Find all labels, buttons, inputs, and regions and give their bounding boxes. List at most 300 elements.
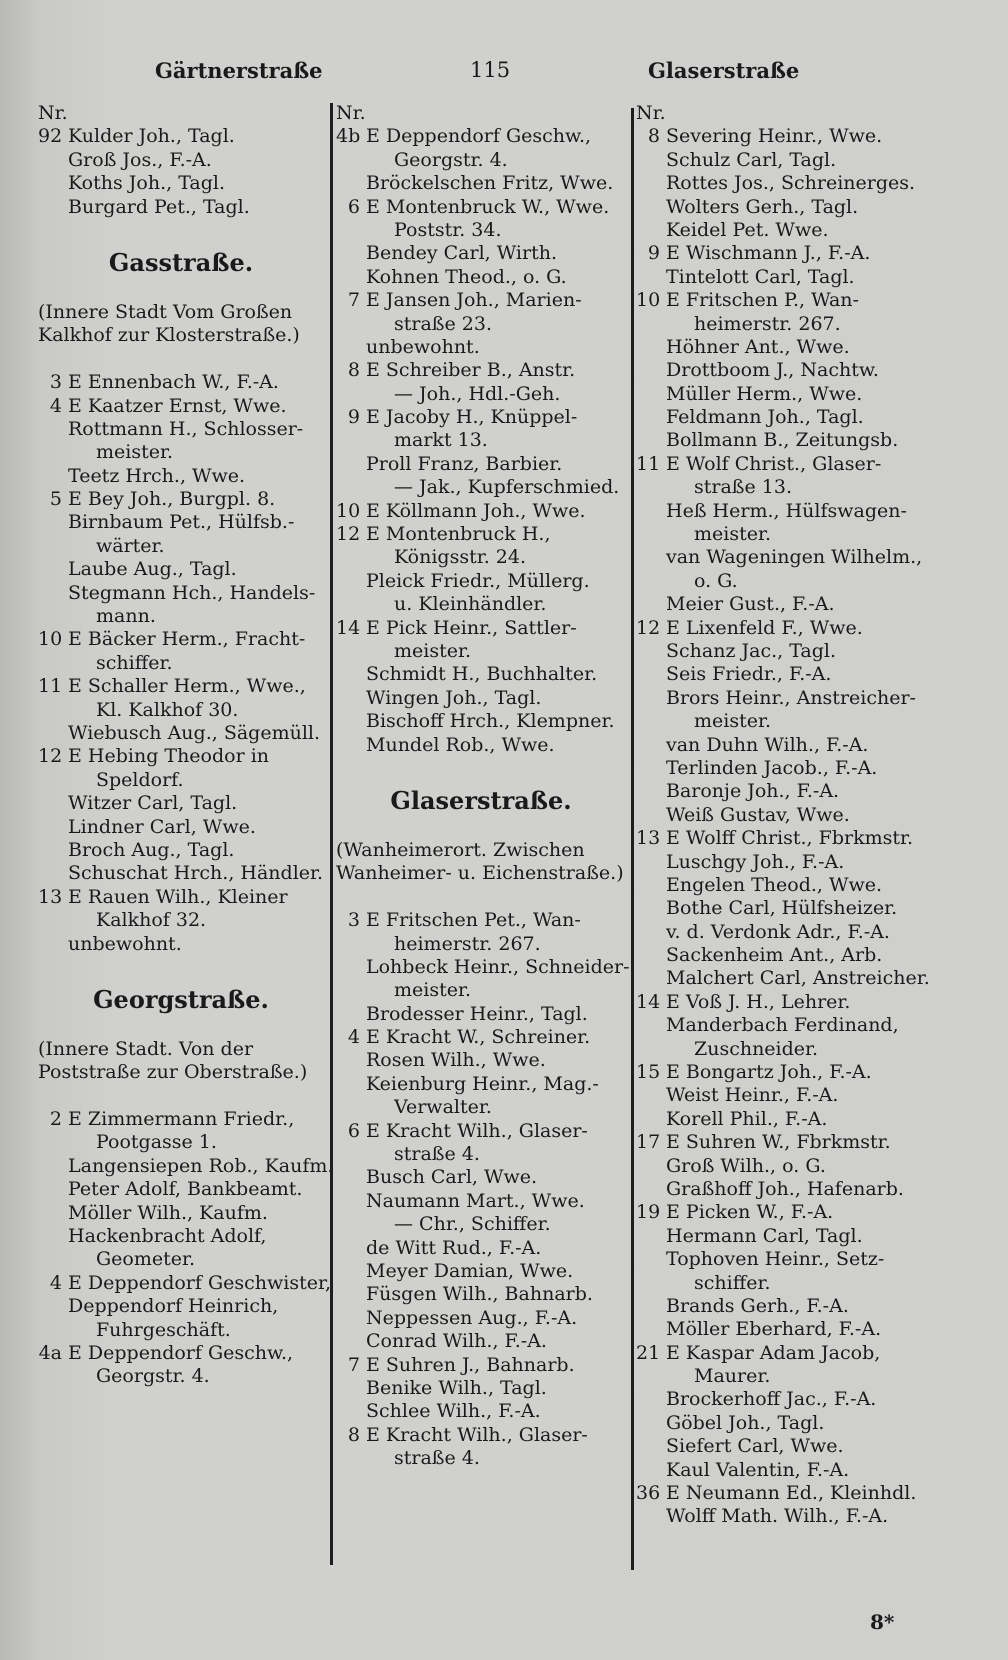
entry-text: E Jacoby H., Knüppel- — [366, 406, 578, 429]
entry-line — [336, 125, 626, 148]
entry-text: Geometer. — [96, 1248, 196, 1271]
entry-text: E Deppendorf Geschw., — [68, 1341, 294, 1364]
entry-line — [38, 933, 324, 956]
house-number: 2 — [49, 1108, 62, 1131]
entry-line — [636, 851, 936, 874]
entry-text: straße 4. — [394, 1143, 480, 1166]
entry-text: unbewohnt. — [68, 932, 182, 955]
entry-text: de Witt Rud., F.-A. — [366, 1236, 542, 1259]
entry-line — [336, 1073, 626, 1096]
entry-continuation — [38, 769, 324, 792]
street-heading: Georgstraße. — [93, 984, 269, 1014]
entries-georgstrasse — [38, 1108, 334, 1389]
entry-text: E Köllmann Joh., Wwe. — [366, 499, 586, 522]
entry-continuation — [636, 1038, 936, 1061]
entry-line — [636, 125, 936, 148]
entry-line — [636, 991, 936, 1014]
entry-continuation — [38, 535, 324, 558]
column-3 — [636, 102, 936, 1529]
entry-text: Feldmann Joh., Tagl. — [666, 406, 864, 429]
entry-text: E Rauen Wilh., Kleiner — [68, 885, 288, 908]
entry-line — [636, 453, 936, 476]
entries-gaertnerstrasse — [38, 125, 324, 219]
entry-text: Broch Aug., Tagl. — [68, 838, 235, 861]
entry-continuation — [336, 593, 626, 616]
entry-line — [636, 1061, 936, 1084]
entry-text: Witzer Carl, Tagl. — [68, 792, 238, 815]
entry-text: E Fritschen Pet., Wan- — [366, 909, 581, 932]
entry-line — [636, 734, 936, 757]
entry-continuation — [336, 476, 626, 499]
entry-text: E Kaatzer Ernst, Wwe. — [68, 394, 287, 417]
entry-continuation — [38, 652, 324, 675]
entry-text: Heß Herm., Hülfswagen- — [666, 499, 907, 522]
entry-text: E Bongartz Joh., F.-A. — [666, 1061, 872, 1084]
entry-line — [636, 546, 936, 569]
entry-text: Mundel Rob., Wwe. — [366, 733, 555, 756]
entry-text: Speldorf. — [96, 768, 184, 791]
entry-line — [38, 1178, 324, 1201]
entry-continuation — [636, 1365, 936, 1388]
entry-text: E Wolff Christ., Fbrkmstr. — [666, 827, 914, 850]
entry-text: Benike Wilh., Tagl. — [366, 1376, 547, 1399]
entry-text: E Suhren W., Fbrkmstr. — [666, 1131, 891, 1154]
entry-text: Manderbach Ferdinand, — [666, 1014, 899, 1037]
entry-text: Verwalter. — [394, 1096, 492, 1119]
entry-line — [38, 395, 324, 418]
house-number: 11 — [636, 452, 661, 475]
entry-line — [336, 687, 626, 710]
entry-text: — Jak., Kupferschmied. — [394, 476, 620, 499]
entry-continuation — [636, 710, 936, 733]
entry-text: E Deppendorf Geschwister, — [68, 1271, 332, 1294]
entry-text: Fuhrgeschäft. — [96, 1318, 231, 1341]
entry-line — [336, 359, 626, 382]
column-rule — [330, 103, 333, 1565]
entry-line — [636, 1014, 936, 1037]
entry-line — [336, 734, 626, 757]
street-description: Kalkhof zur Klosterstraße.) — [38, 324, 300, 347]
entry-continuation — [336, 1447, 626, 1470]
entry-text: Groß Wilh., o. G. — [666, 1154, 826, 1177]
entry-text: Königsstr. 24. — [394, 546, 527, 569]
entry-text: Burgard Pet., Tagl. — [68, 195, 250, 218]
entry-text: Bendey Carl, Wirth. — [366, 242, 557, 265]
entry-continuation — [38, 605, 324, 628]
house-number: 7 — [347, 1353, 360, 1376]
entry-line — [636, 827, 936, 850]
entry-text: Severing Heinr., Wwe. — [666, 125, 883, 148]
house-number: 10 — [38, 628, 63, 651]
entry-text: Möller Eberhard, F.-A. — [666, 1318, 882, 1341]
entry-text: Meier Gust., F.-A. — [666, 593, 835, 616]
entry-line — [636, 663, 936, 686]
entry-text: Koths Joh., Tagl. — [68, 172, 226, 195]
entry-line — [636, 1388, 936, 1411]
entry-text: Höhner Ant., Wwe. — [666, 335, 850, 358]
entry-line — [38, 816, 324, 839]
entry-line — [336, 570, 626, 593]
house-number: 5 — [49, 488, 62, 511]
street-description: Poststraße zur Oberstraße.) — [38, 1061, 308, 1084]
entry-text: E Voß J. H., Lehrer. — [666, 990, 851, 1013]
entry-line — [636, 897, 936, 920]
house-number: 6 — [347, 195, 360, 218]
entry-text: u. Kleinhändler. — [394, 593, 547, 616]
entry-line — [38, 371, 324, 394]
entry-line — [336, 1330, 626, 1353]
entry-line — [636, 874, 936, 897]
entry-text: Busch Carl, Wwe. — [366, 1166, 538, 1189]
entry-text: Schlee Wilh., F.-A. — [366, 1400, 541, 1423]
entry-text: schiffer. — [96, 651, 173, 674]
entry-continuation — [636, 1272, 936, 1295]
entry-line — [336, 1120, 626, 1143]
entry-line — [636, 289, 936, 312]
entry-text: E Zimmermann Friedr., — [68, 1108, 295, 1131]
house-number: 3 — [347, 909, 360, 932]
entry-text: E Montenbruck H., — [366, 523, 551, 546]
entry-line — [636, 1201, 936, 1224]
entry-line — [336, 955, 630, 979]
entry-text: meister. — [694, 710, 772, 733]
entry-text: Wolff Math. Wilh., F.-A. — [666, 1505, 889, 1528]
entry-line — [336, 1049, 626, 1072]
house-number: 14 — [636, 990, 661, 1013]
entry-line — [636, 944, 936, 967]
entry-text: E Lixenfeld F., Wwe. — [666, 616, 863, 639]
entry-text: Maurer. — [694, 1365, 771, 1388]
house-number: 3 — [49, 371, 62, 394]
entry-text: Göbel Joh., Tagl. — [666, 1411, 825, 1434]
street-description: (Innere Stadt. Von der — [38, 1037, 254, 1060]
entry-text: Brodesser Heinr., Tagl. — [366, 1002, 588, 1025]
column-rule — [631, 108, 634, 1570]
entry-text: E Schreiber B., Anstr. — [366, 359, 576, 382]
entry-text: Peter Adolf, Bankbeamt. — [68, 1178, 303, 1201]
entry-line — [636, 1342, 936, 1365]
entry-line — [38, 675, 324, 698]
entry-line — [636, 1295, 936, 1318]
entry-text: E Kracht Wilh., Glaser- — [366, 1423, 588, 1446]
entry-text: meister. — [394, 639, 472, 662]
entry-text: Schanz Jac., Tagl. — [666, 639, 837, 662]
entry-text: Wingen Joh., Tagl. — [366, 686, 542, 709]
entry-text: Malchert Carl, Anstreicher. — [666, 967, 930, 990]
entry-text: Keienburg Heinr., Mag.- — [366, 1072, 599, 1095]
entry-continuation — [336, 1213, 626, 1236]
entry-text: Möller Wilh., Kaufm. — [68, 1201, 268, 1224]
entry-text: Schmidt H., Buchhalter. — [366, 663, 598, 686]
entry-line — [636, 1435, 936, 1458]
entry-line — [336, 242, 626, 265]
entry-continuation — [38, 1365, 324, 1388]
entry-text: Tophoven Heinr., Setz- — [666, 1248, 885, 1271]
house-number: 4 — [347, 1026, 360, 1049]
entry-line — [636, 967, 936, 990]
entry-text: v. d. Verdonk Adr., F.-A. — [666, 920, 890, 943]
nr-label: Nr. — [38, 102, 68, 124]
entry-text: Pleick Friedr., Müllerg. — [366, 569, 590, 592]
entry-text: Kalkhof 32. — [96, 909, 207, 932]
entry-text: E Bey Joh., Burgpl. 8. — [68, 488, 276, 511]
entry-line — [336, 1424, 626, 1447]
entry-line — [38, 149, 324, 172]
entry-text: — Chr., Schiffer. — [394, 1213, 551, 1236]
house-number: 12 — [636, 616, 661, 639]
entry-text: Deppendorf Heinrich, — [68, 1295, 279, 1318]
entry-line — [38, 418, 324, 441]
entry-line — [636, 406, 936, 429]
entry-line — [38, 1108, 324, 1131]
entry-text: Sackenheim Ant., Arb. — [666, 944, 883, 967]
entry-line — [636, 593, 936, 616]
entry-continuation — [38, 909, 324, 932]
entry-text: E Ennenbach W., F.-A. — [68, 371, 279, 394]
entry-line — [336, 453, 626, 476]
entry-text: Tintelott Carl, Tagl. — [666, 265, 855, 288]
entry-line — [336, 663, 626, 686]
entry-text: E Pick Heinr., Sattler- — [366, 616, 577, 639]
entry-line — [336, 406, 626, 429]
entry-text: Hermann Carl, Tagl. — [666, 1224, 863, 1247]
entry-line — [636, 1084, 936, 1107]
house-number: 4 — [49, 1271, 62, 1294]
entry-line — [336, 617, 626, 640]
entry-text: Bröckelschen Fritz, Wwe. — [366, 172, 614, 195]
street-heading: Glaserstraße. — [390, 785, 572, 815]
entry-line — [636, 1131, 936, 1154]
entry-line — [38, 582, 324, 605]
entry-text: o. G. — [694, 569, 738, 592]
entry-line — [636, 359, 936, 382]
entry-line — [636, 687, 936, 710]
house-number: 4 — [49, 394, 62, 417]
entry-text: Rosen Wilh., Wwe. — [366, 1049, 546, 1072]
entry-text: Georgstr. 4. — [96, 1365, 210, 1388]
entry-line — [38, 172, 324, 195]
entry-line — [336, 1166, 626, 1189]
house-number: 8 — [647, 125, 660, 148]
entry-continuation — [636, 476, 936, 499]
entry-text: Lohbeck Heinr., Schneider- — [366, 955, 630, 978]
entry-line — [636, 383, 936, 406]
entry-text: Müller Herm., Wwe. — [666, 382, 863, 405]
entry-line — [636, 1108, 936, 1131]
entry-text: E Fritschen P., Wan- — [666, 289, 859, 312]
entry-line — [636, 1248, 936, 1271]
house-number: 11 — [38, 675, 63, 698]
entry-line — [336, 172, 626, 195]
entry-text: Brors Heinr., Anstreicher- — [666, 686, 916, 709]
entry-text: van Wageningen Wilhelm., — [666, 546, 923, 569]
entry-text: Seis Friedr., F.-A. — [666, 663, 832, 686]
entry-line — [38, 196, 324, 219]
entry-continuation — [636, 313, 936, 336]
entry-text: E Deppendorf Geschw., — [366, 125, 592, 148]
entry-line — [636, 1412, 936, 1435]
house-number: 19 — [636, 1201, 661, 1224]
house-number: 13 — [38, 885, 63, 908]
entry-text: Bischoff Hrch., Klempner. — [366, 710, 615, 733]
house-number: 4a — [38, 1341, 62, 1364]
entry-text: Teetz Hrch., Wwe. — [68, 464, 246, 487]
entry-line — [38, 1225, 324, 1248]
nr-label: Nr. — [336, 102, 366, 124]
house-number: 92 — [38, 125, 63, 148]
entry-text: E Bäcker Herm., Fracht- — [68, 628, 306, 651]
entry-line — [38, 488, 324, 511]
entry-line — [636, 1505, 936, 1528]
entry-text: Neppessen Aug., F.-A. — [366, 1306, 578, 1329]
entry-text: Kl. Kalkhof 30. — [96, 698, 239, 721]
entry-line — [38, 628, 324, 651]
entry-text: schiffer. — [694, 1271, 771, 1294]
entry-line — [336, 1400, 626, 1423]
entry-text: Engelen Theod., Wwe. — [666, 873, 883, 896]
entry-line — [636, 804, 936, 827]
entry-text: Birnbaum Pet., Hülfsb.- — [68, 511, 295, 534]
entry-continuation — [336, 1143, 626, 1166]
house-number: 36 — [636, 1482, 661, 1505]
entry-line — [636, 172, 936, 195]
entry-text: Wolters Gerh., Tagl. — [666, 195, 859, 218]
entry-text: straße 23. — [394, 312, 492, 335]
entry-line — [336, 710, 626, 733]
entry-text: Füsgen Wilh., Bahnarb. — [366, 1283, 593, 1306]
entry-text: E Kracht Wilh., Glaser- — [366, 1119, 588, 1142]
entry-continuation — [336, 546, 626, 569]
entry-text: Korell Phil., F.-A. — [666, 1107, 828, 1130]
entry-line — [336, 1354, 626, 1377]
entry-text: Rottmann H., Schlosser- — [68, 417, 304, 440]
house-number: 21 — [636, 1341, 661, 1364]
house-number: 9 — [647, 242, 660, 265]
entry-text: Weiß Gustav, Wwe. — [666, 803, 850, 826]
entry-text: Drottboom J., Nachtw. — [666, 359, 879, 382]
entry-line — [636, 757, 936, 780]
entry-line — [38, 745, 324, 768]
entry-text: meister. — [394, 979, 472, 1002]
entry-line — [636, 242, 936, 265]
entry-continuation — [336, 383, 626, 406]
running-head-right: Glaserstraße — [648, 58, 800, 83]
entry-text: Langensiepen Rob., Kaufm. — [68, 1154, 334, 1177]
street-description: (Innere Stadt Vom Großen — [38, 300, 293, 323]
entries-glaserstrasse — [336, 909, 630, 1470]
house-number: 10 — [336, 499, 361, 522]
entry-line — [336, 336, 626, 359]
entry-line — [636, 640, 936, 663]
entry-text: Bothe Carl, Hülfsheizer. — [666, 897, 898, 920]
entry-text: Brockerhoff Jac., F.-A. — [666, 1388, 877, 1411]
entry-line — [336, 1260, 626, 1283]
entry-line — [636, 266, 936, 289]
entry-line — [336, 1283, 626, 1306]
entry-text: E Kaspar Adam Jacob, — [666, 1341, 881, 1364]
entry-text: Graßhoff Joh., Hafenarb. — [666, 1177, 904, 1200]
entry-line — [636, 429, 936, 452]
house-number: 4b — [336, 125, 361, 148]
entries-glaserstrasse-cont — [636, 125, 936, 1528]
entry-text: wärter. — [96, 534, 165, 557]
entries-gasstrasse — [38, 371, 324, 956]
entry-continuation — [336, 640, 626, 663]
entry-line — [636, 196, 936, 219]
entry-text: Baronje Joh., F.-A. — [666, 780, 840, 803]
entry-continuation — [336, 149, 626, 172]
entry-line — [38, 1202, 324, 1225]
entry-line — [336, 909, 626, 932]
entry-line — [38, 886, 324, 909]
entry-continuation — [38, 441, 324, 464]
entry-text: Pootgasse 1. — [96, 1131, 217, 1154]
entry-line — [636, 921, 936, 944]
entry-line — [38, 1295, 324, 1318]
entry-line — [636, 1178, 936, 1201]
house-number: 17 — [636, 1131, 661, 1154]
entry-text: E Wischmann J., F.-A. — [666, 242, 871, 265]
entry-text: E Neumann Ed., Kleinhdl. — [666, 1482, 917, 1505]
entry-line — [38, 792, 324, 815]
house-number: 10 — [636, 289, 661, 312]
entry-line — [636, 1459, 936, 1482]
entry-text: E Suhren J., Bahnarb. — [366, 1353, 575, 1376]
nr-label: Nr. — [636, 102, 666, 124]
entry-text: Kulder Joh., Tagl. — [68, 125, 235, 148]
house-number: 7 — [347, 289, 360, 312]
entry-continuation — [38, 1248, 324, 1271]
entry-text: E Picken W., F.-A. — [666, 1201, 834, 1224]
entry-continuation — [336, 313, 626, 336]
entry-text: Stegmann Hch., Handels- — [68, 581, 316, 604]
entry-line — [636, 336, 936, 359]
entry-line — [336, 1003, 626, 1026]
entry-line — [636, 780, 936, 803]
entry-line — [336, 1377, 626, 1400]
house-number: 15 — [636, 1061, 661, 1084]
street-heading: Gasstraße. — [108, 247, 254, 277]
entry-text: meister. — [96, 441, 174, 464]
entry-line — [38, 862, 324, 885]
entry-line — [336, 523, 626, 546]
entry-text: Weist Heinr., F.-A. — [666, 1084, 839, 1107]
entry-text: unbewohnt. — [366, 335, 480, 358]
entry-text: Hackenbracht Adolf, — [68, 1225, 267, 1248]
entry-line — [636, 1482, 936, 1505]
entries-georgstrasse-cont — [336, 125, 626, 757]
entry-continuation — [336, 429, 626, 452]
entry-continuation — [38, 1131, 324, 1154]
entry-continuation — [636, 570, 936, 593]
entry-text: straße 13. — [694, 476, 792, 499]
entry-line — [38, 465, 324, 488]
entry-text: Meyer Damian, Wwe. — [366, 1259, 574, 1282]
entry-text: Bollmann B., Zeitungsb. — [666, 429, 899, 452]
house-number: 13 — [636, 827, 661, 850]
entry-text: Georgstr. 4. — [394, 148, 508, 171]
signature-mark: 8* — [870, 1610, 895, 1634]
entry-text: Terlinden Jacob., F.-A. — [666, 756, 878, 779]
entry-text: Keidel Pet. Wwe. — [666, 218, 829, 241]
house-number: 8 — [347, 359, 360, 382]
entry-line — [336, 1190, 626, 1213]
entry-continuation — [336, 1096, 626, 1119]
entry-line — [336, 289, 626, 312]
entry-line — [38, 558, 324, 581]
entry-text: markt 13. — [394, 429, 488, 452]
entry-line — [38, 125, 324, 148]
